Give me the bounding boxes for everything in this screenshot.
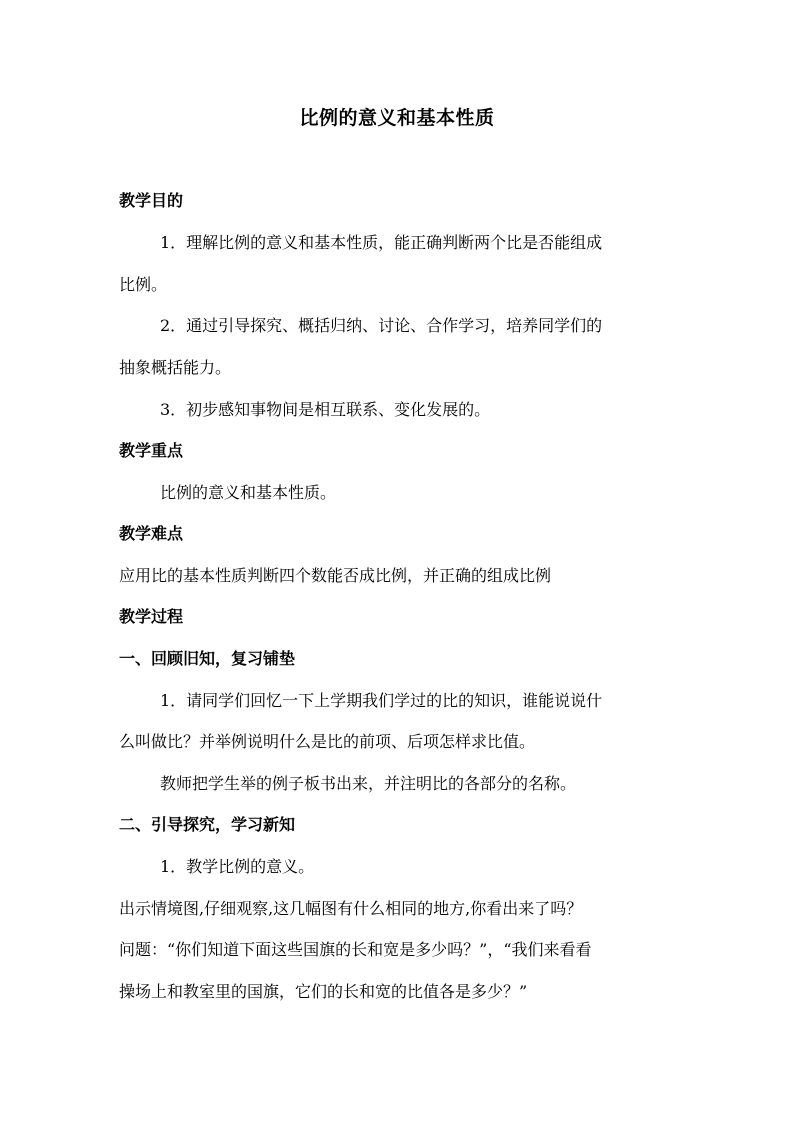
part1-item1-line3: 教师把学生举的例子板书出来，并注明比的各部分的名称。: [160, 774, 577, 793]
part1-item1-line1: 1．请同学们回忆一下上学期我们学过的比的知识，谁能说说什: [160, 691, 603, 710]
part2-text-line3: 操场上和教室里的国旗，它们的长和宽的比值各是多少？”: [119, 982, 528, 1001]
difficulty-heading: 教学难点: [119, 524, 184, 543]
part2-item1: 1．教学比例的意义。: [160, 857, 315, 876]
difficulty-text: 应用比的基本性质判断四个数能否成比例，并正确的组成比例: [119, 566, 552, 585]
part2-text-line1: 出示情境图,仔细观察,这几幅图有什么相同的地方,你看出来了吗？: [119, 899, 583, 918]
part2-heading: 二、引导探究，学习新知: [119, 815, 296, 834]
key-points-text: 比例的意义和基本性质。: [160, 483, 337, 502]
process-heading: 教学过程: [119, 607, 184, 626]
part2-text-line2: 问题：“你们知道下面这些国旗的长和宽是多少吗？”，“我们来看看: [119, 940, 592, 959]
part1-heading: 一、回顾旧知，复习铺垫: [119, 649, 296, 668]
document-title: 比例的意义和基本性质: [299, 107, 495, 129]
objectives-heading: 教学目的: [119, 191, 184, 210]
part1-item1-line2: 么叫做比？并举例说明什么是比的前项、后项怎样求比值。: [119, 732, 536, 751]
objective-1-line1: 1．理解比例的意义和基本性质，能正确判断两个比是否能组成: [160, 233, 603, 252]
objective-2-line2: 抽象概括能力。: [119, 358, 232, 377]
objective-1-line2: 比例。: [119, 275, 168, 294]
key-points-heading: 教学重点: [119, 441, 184, 460]
objective-3: 3．初步感知事物间是相互联系、变化发展的。: [160, 400, 491, 419]
objective-2-line1: 2．通过引导探究、概括归纳、讨论、合作学习，培养同学们的: [160, 316, 603, 335]
